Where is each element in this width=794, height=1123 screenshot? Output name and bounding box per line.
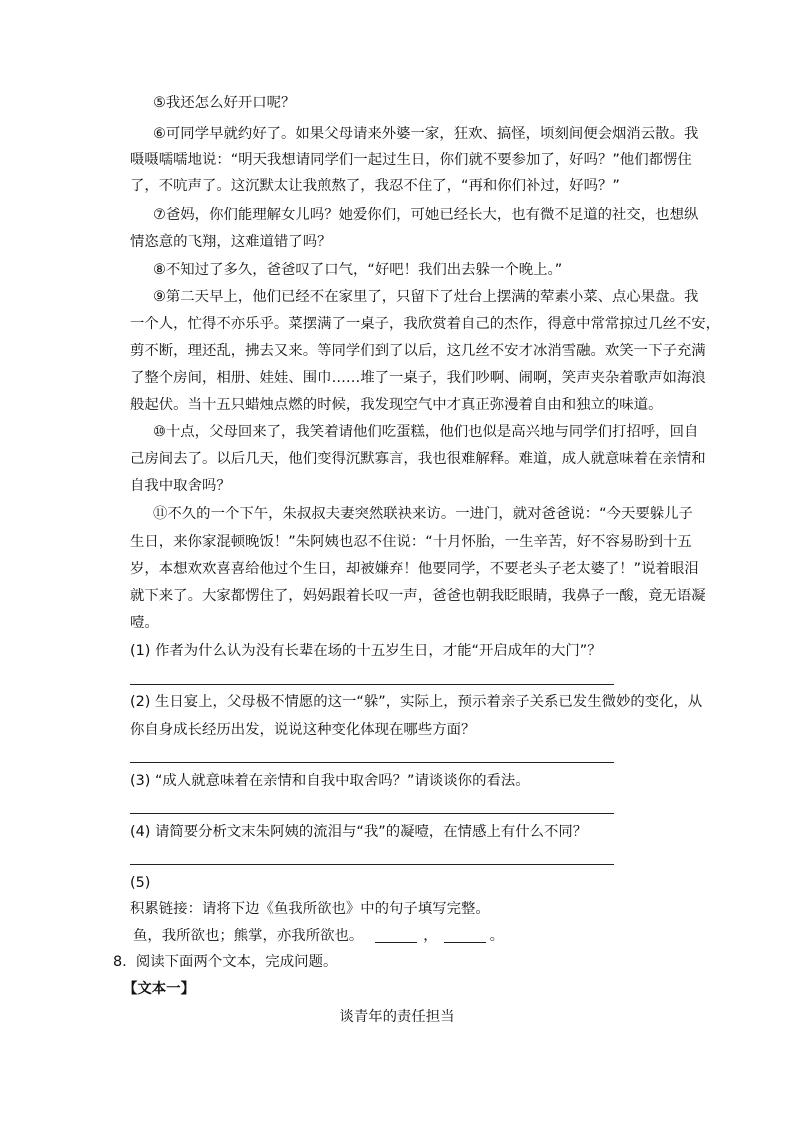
question-4: (4) 请简要分析文末朱阿姨的流泪与“我”的凝噎，在情感上有什么不同？ xyxy=(130,824,588,840)
paragraph-9-line: 了整个房间，相册、娃娃、围巾……堆了一桌子，我们吵啊、闹啊，笑声夹杂着歌声如海浪 xyxy=(130,370,706,386)
paragraph-11-line: 噎。 xyxy=(130,615,159,631)
question-5-intro: 积累链接：请将下边《鱼我所欲也》中的句子填写完整。 xyxy=(130,901,490,917)
sentence-end: 。 xyxy=(489,928,505,944)
answer-line-2[interactable] xyxy=(130,762,614,763)
question-5-fill xyxy=(133,926,794,946)
paragraph-7-line: 情恣意的飞翔，这难道错了吗？ xyxy=(130,234,332,250)
text-one-label: 【文本一】 xyxy=(123,981,195,997)
question-5-text: 鱼，我所欲也；熊掌，亦我所欲也。 xyxy=(133,928,364,944)
question-2-line: 你自身成长经历出发，说说这种变化体现在哪些方面？ xyxy=(130,722,476,738)
paragraph-11-line: 生日，来你家混顿晚饭！”朱阿姨也忍不住说：“十月怀胎，一生辛苦，好不容易盼到十五 xyxy=(130,534,692,550)
paragraph-7-line: ⑦爸妈，你们能理解女儿吗？她爱你们，可她已经长大，也有微不足道的社交，也想纵 xyxy=(153,207,699,223)
question-1: (1) 作者为什么认为没有长辈在场的十五岁生日，才能“开启成年的大门”？ xyxy=(130,643,602,659)
paragraph-10-line: 己房间去了。以后几天，他们变得沉默寡言，我也很难解释。难道，成人就意味着在亲情和 xyxy=(130,451,706,467)
paragraph-9-line: 剪不断，理还乱，拂去又来。等同学们到了以后，这几丝不安才冰消雪融。欢笑一下子充满 xyxy=(130,343,706,359)
paragraph-6-line: 嗫嗫嚅嚅地说：“明天我想请同学们一起过生日，你们就不要参加了，好吗？”他们都愣住 xyxy=(130,152,692,168)
paragraph-5: ⑤我还怎么好开口呢？ xyxy=(153,95,296,111)
question-5-number: (5) xyxy=(130,875,151,891)
separator: ， xyxy=(423,928,438,944)
fill-blank-1[interactable] xyxy=(375,927,417,943)
paragraph-11-line: 就下来了。大家都愣住了，妈妈跟着长叹一声，爸爸也朝我眨眼睛，我鼻子一酸，竟无语凝 xyxy=(130,588,706,604)
answer-line-1[interactable] xyxy=(130,684,614,685)
paragraph-9-line: 般起伏。当十五只蜡烛点燃的时候，我发现空气中才真正弥漫着自由和独立的味道。 xyxy=(130,397,663,413)
paragraph-11-line: 岁，本想欢欢喜喜给他过个生日，却被嫌弃！他要同学，不要老头子老太婆了！”说着眼泪 xyxy=(130,561,699,577)
paragraph-10-line: 自我中取舍吗？ xyxy=(130,478,231,494)
paragraph-9-line: ⑨第二天早上，他们已经不在家里了，只留下了灶台上摆满的荤素小菜、点心果盘。我 xyxy=(153,289,699,305)
paragraph-10-line: ⑩十点，父母回来了，我笑着请他们吃蛋糕，他们也似是高兴地与同学们打招呼，回自 xyxy=(153,424,699,440)
paragraph-11-line: ⑪不久的一个下午，朱叔叔夫妻突然联袂来访。一进门，就对爸爸说：“今天要躲儿子 xyxy=(153,506,693,522)
section-8-heading: 8. 阅读下面两个文本，完成问题。 xyxy=(113,954,338,970)
fill-blank-2[interactable] xyxy=(444,927,486,943)
paragraph-8: ⑧不知过了多久，爸爸叹了口气，“好吧！我们出去躲一个晚上。” xyxy=(153,262,563,278)
paragraph-6-line: 了，不吭声了。这沉默太让我煎熬了，我忍不住了，“再和你们补过，好吗？” xyxy=(130,178,620,194)
text-one-title: 谈青年的责任担当 xyxy=(339,1009,455,1025)
answer-line-4[interactable] xyxy=(130,864,614,865)
answer-line-3[interactable] xyxy=(130,813,614,814)
question-3: (3) “成人就意味着在亲情和自我中取舍吗？”请谈谈你的看法。 xyxy=(130,773,530,789)
question-2-line: (2) 生日宴上，父母极不情愿的这一“躲”，实际上，预示着亲子关系已发生微妙的变化，从 xyxy=(130,694,703,710)
paragraph-9-line: 一个人，忙得不亦乐乎。菜摆满了一桌子，我欣赏着自己的杰作，得意中常常掠过几丝不安， xyxy=(130,316,721,332)
paragraph-6-line: ⑥可同学早就约好了。如果父母请来外婆一家，狂欢、搞怪，顷刻间便会烟消云散。我 xyxy=(153,126,699,142)
